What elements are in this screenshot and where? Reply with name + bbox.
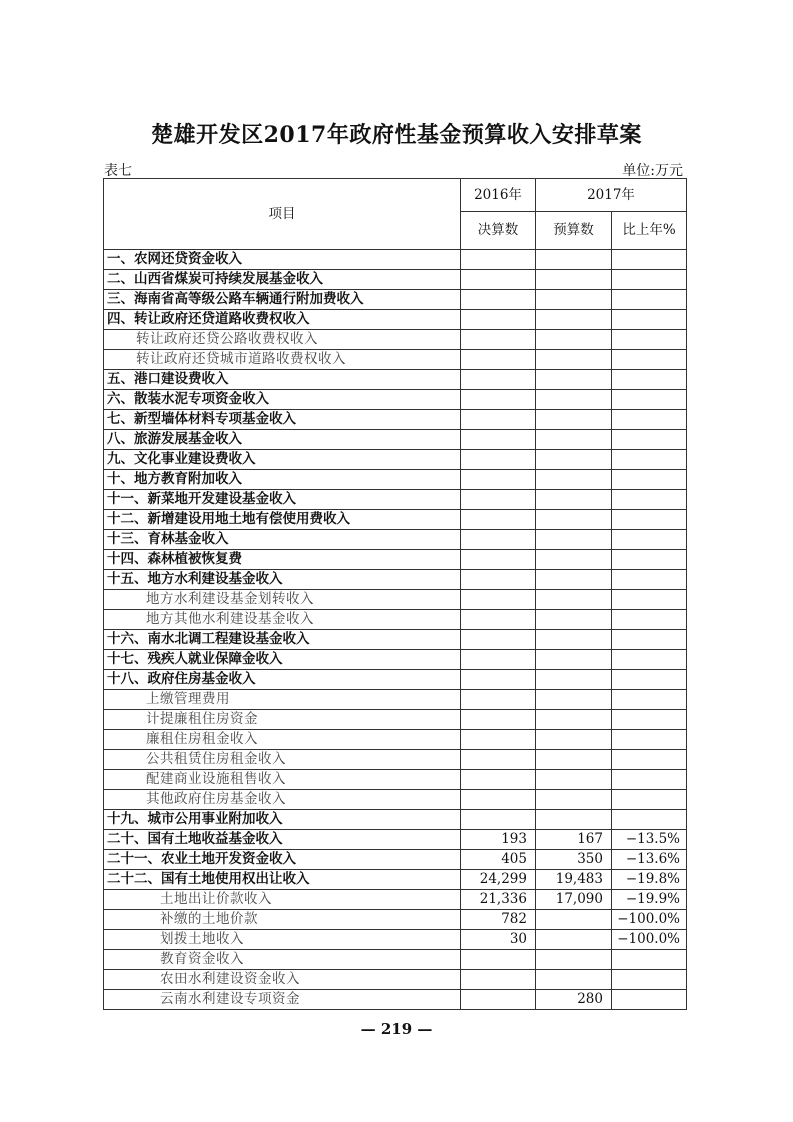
table-row bbox=[104, 710, 687, 730]
header-ratio: 比上年% bbox=[612, 212, 687, 250]
row-label: 九、文化事业建设费收入 bbox=[104, 450, 461, 470]
row-label: 七、新型墙体材料专项基金收入 bbox=[104, 410, 461, 430]
row-budget-2017 bbox=[536, 730, 612, 750]
table-row bbox=[104, 630, 687, 650]
table-row bbox=[104, 790, 687, 810]
table-row bbox=[104, 430, 687, 450]
row-actual-2016: 405 bbox=[461, 850, 536, 870]
row-actual-2016 bbox=[461, 770, 536, 790]
row-actual-2016 bbox=[461, 270, 536, 290]
row-label: 划拨土地收入 bbox=[104, 930, 461, 950]
table-row bbox=[104, 870, 687, 890]
row-ratio bbox=[612, 650, 687, 670]
row-label: 二十一、农业土地开发资金收入 bbox=[104, 850, 461, 870]
row-ratio: −19.8% bbox=[612, 870, 687, 890]
row-label: 十九、城市公用事业附加收入 bbox=[104, 810, 461, 830]
row-budget-2017 bbox=[536, 410, 612, 430]
row-ratio bbox=[612, 370, 687, 390]
row-ratio bbox=[612, 770, 687, 790]
row-label: 十七、残疾人就业保障金收入 bbox=[104, 650, 461, 670]
row-budget-2017 bbox=[536, 570, 612, 590]
table-body bbox=[104, 250, 687, 1010]
table-row bbox=[104, 250, 687, 270]
table-row bbox=[104, 470, 687, 490]
row-budget-2017: 17,090 bbox=[536, 890, 612, 910]
table-row bbox=[104, 390, 687, 410]
table-row bbox=[104, 650, 687, 670]
row-budget-2017 bbox=[536, 490, 612, 510]
table-row bbox=[104, 290, 687, 310]
table-row bbox=[104, 590, 687, 610]
row-budget-2017 bbox=[536, 290, 612, 310]
row-actual-2016: 30 bbox=[461, 930, 536, 950]
row-budget-2017: 350 bbox=[536, 850, 612, 870]
table-row bbox=[104, 890, 687, 910]
row-label: 云南水利建设专项资金 bbox=[104, 990, 461, 1010]
row-actual-2016: 193 bbox=[461, 830, 536, 850]
row-budget-2017 bbox=[536, 310, 612, 330]
table-row bbox=[104, 410, 687, 430]
row-ratio bbox=[612, 990, 687, 1010]
table-row bbox=[104, 450, 687, 470]
row-actual-2016 bbox=[461, 610, 536, 630]
row-budget-2017 bbox=[536, 450, 612, 470]
row-actual-2016 bbox=[461, 590, 536, 610]
row-budget-2017: 167 bbox=[536, 830, 612, 850]
row-actual-2016: 24,299 bbox=[461, 870, 536, 890]
header-budget: 预算数 bbox=[536, 212, 612, 250]
table-row bbox=[104, 350, 687, 370]
row-actual-2016 bbox=[461, 570, 536, 590]
header-2016: 2016年 bbox=[461, 179, 536, 212]
table-row bbox=[104, 690, 687, 710]
row-budget-2017 bbox=[536, 670, 612, 690]
row-budget-2017 bbox=[536, 430, 612, 450]
table-row bbox=[104, 970, 687, 990]
table-row bbox=[104, 910, 687, 930]
row-ratio bbox=[612, 950, 687, 970]
row-ratio bbox=[612, 690, 687, 710]
row-actual-2016 bbox=[461, 970, 536, 990]
row-actual-2016 bbox=[461, 790, 536, 810]
row-label: 十五、地方水利建设基金收入 bbox=[104, 570, 461, 590]
row-ratio bbox=[612, 410, 687, 430]
page-number: — 219 — bbox=[360, 1020, 433, 1038]
row-budget-2017 bbox=[536, 590, 612, 610]
row-budget-2017 bbox=[536, 270, 612, 290]
row-label: 十三、育林基金收入 bbox=[104, 530, 461, 550]
row-label: 十、地方教育附加收入 bbox=[104, 470, 461, 490]
row-ratio bbox=[612, 270, 687, 290]
unit-label: 单位:万元 bbox=[622, 163, 683, 179]
row-actual-2016 bbox=[461, 510, 536, 530]
row-ratio bbox=[612, 290, 687, 310]
row-actual-2016 bbox=[461, 670, 536, 690]
row-actual-2016 bbox=[461, 290, 536, 310]
row-budget-2017 bbox=[536, 470, 612, 490]
row-actual-2016 bbox=[461, 390, 536, 410]
table-row bbox=[104, 490, 687, 510]
row-budget-2017 bbox=[536, 810, 612, 830]
row-ratio bbox=[612, 450, 687, 470]
row-ratio bbox=[612, 490, 687, 510]
table-row bbox=[104, 370, 687, 390]
row-label: 教育资金收入 bbox=[104, 950, 461, 970]
row-actual-2016 bbox=[461, 330, 536, 350]
row-label: 十二、新增建设用地土地有偿使用费收入 bbox=[104, 510, 461, 530]
row-budget-2017 bbox=[536, 910, 612, 930]
row-ratio bbox=[612, 430, 687, 450]
table-row bbox=[104, 730, 687, 750]
row-actual-2016 bbox=[461, 430, 536, 450]
row-actual-2016 bbox=[461, 950, 536, 970]
row-budget-2017 bbox=[536, 790, 612, 810]
table-row bbox=[104, 810, 687, 830]
row-actual-2016 bbox=[461, 250, 536, 270]
row-budget-2017 bbox=[536, 610, 612, 630]
row-ratio bbox=[612, 790, 687, 810]
header-2017: 2017年 bbox=[536, 179, 687, 212]
row-actual-2016 bbox=[461, 550, 536, 570]
row-ratio bbox=[612, 570, 687, 590]
row-ratio: −19.9% bbox=[612, 890, 687, 910]
row-budget-2017 bbox=[536, 970, 612, 990]
row-actual-2016 bbox=[461, 630, 536, 650]
table-row bbox=[104, 510, 687, 530]
row-ratio bbox=[612, 710, 687, 730]
row-ratio bbox=[612, 250, 687, 270]
row-budget-2017 bbox=[536, 950, 612, 970]
table-row bbox=[104, 550, 687, 570]
row-actual-2016 bbox=[461, 710, 536, 730]
table-row bbox=[104, 750, 687, 770]
row-label: 农田水利建设资金收入 bbox=[104, 970, 461, 990]
row-ratio bbox=[612, 330, 687, 350]
row-ratio bbox=[612, 350, 687, 370]
row-ratio bbox=[612, 670, 687, 690]
row-actual-2016 bbox=[461, 370, 536, 390]
row-budget-2017 bbox=[536, 750, 612, 770]
row-ratio bbox=[612, 470, 687, 490]
header-item: 项目 bbox=[104, 179, 461, 250]
table-row bbox=[104, 310, 687, 330]
row-actual-2016 bbox=[461, 990, 536, 1010]
row-budget-2017 bbox=[536, 550, 612, 570]
row-actual-2016 bbox=[461, 730, 536, 750]
row-label: 二十二、国有土地使用权出让收入 bbox=[104, 870, 461, 890]
table-row bbox=[104, 570, 687, 590]
table-row bbox=[104, 670, 687, 690]
row-ratio bbox=[612, 550, 687, 570]
row-budget-2017 bbox=[536, 770, 612, 790]
row-label: 十四、森林植被恢复费 bbox=[104, 550, 461, 570]
row-ratio bbox=[612, 630, 687, 650]
row-budget-2017 bbox=[536, 530, 612, 550]
row-ratio: −100.0% bbox=[612, 910, 687, 930]
row-label: 二十、国有土地收益基金收入 bbox=[104, 830, 461, 850]
header-actual: 决算数 bbox=[461, 212, 536, 250]
row-label: 公共租赁住房租金收入 bbox=[104, 750, 461, 770]
table-row bbox=[104, 950, 687, 970]
row-ratio bbox=[612, 390, 687, 410]
row-actual-2016 bbox=[461, 650, 536, 670]
row-actual-2016 bbox=[461, 810, 536, 830]
row-label: 配建商业设施租售收入 bbox=[104, 770, 461, 790]
row-budget-2017: 280 bbox=[536, 990, 612, 1010]
row-budget-2017 bbox=[536, 330, 612, 350]
row-ratio bbox=[612, 590, 687, 610]
table-tag: 表七 bbox=[104, 163, 132, 179]
row-budget-2017 bbox=[536, 690, 612, 710]
row-label: 其他政府住房基金收入 bbox=[104, 790, 461, 810]
table-row bbox=[104, 610, 687, 630]
row-label: 十六、南水北调工程建设基金收入 bbox=[104, 630, 461, 650]
row-actual-2016 bbox=[461, 410, 536, 430]
row-label: 十一、新菜地开发建设基金收入 bbox=[104, 490, 461, 510]
row-budget-2017 bbox=[536, 630, 612, 650]
row-label: 转让政府还贷城市道路收费权收入 bbox=[104, 350, 461, 370]
row-label: 补缴的土地价款 bbox=[104, 910, 461, 930]
row-actual-2016 bbox=[461, 490, 536, 510]
row-actual-2016 bbox=[461, 450, 536, 470]
row-label: 地方水利建设基金划转收入 bbox=[104, 590, 461, 610]
row-ratio bbox=[612, 510, 687, 530]
row-ratio bbox=[612, 810, 687, 830]
row-ratio: −100.0% bbox=[612, 930, 687, 950]
row-ratio bbox=[612, 970, 687, 990]
table-row bbox=[104, 930, 687, 950]
row-budget-2017 bbox=[536, 710, 612, 730]
table-row bbox=[104, 770, 687, 790]
table-row bbox=[104, 990, 687, 1010]
row-ratio bbox=[612, 310, 687, 330]
row-budget-2017 bbox=[536, 930, 612, 950]
row-ratio bbox=[612, 750, 687, 770]
budget-table bbox=[103, 178, 687, 1010]
table-row bbox=[104, 850, 687, 870]
row-actual-2016 bbox=[461, 470, 536, 490]
row-budget-2017 bbox=[536, 350, 612, 370]
row-label: 六、散装水泥专项资金收入 bbox=[104, 390, 461, 410]
row-budget-2017 bbox=[536, 370, 612, 390]
table-row bbox=[104, 830, 687, 850]
row-actual-2016: 782 bbox=[461, 910, 536, 930]
row-label: 二、山西省煤炭可持续发展基金收入 bbox=[104, 270, 461, 290]
row-budget-2017 bbox=[536, 390, 612, 410]
row-label: 五、港口建设费收入 bbox=[104, 370, 461, 390]
row-label: 八、旅游发展基金收入 bbox=[104, 430, 461, 450]
row-budget-2017 bbox=[536, 650, 612, 670]
row-label: 土地出让价款收入 bbox=[104, 890, 461, 910]
row-label: 计提廉租住房资金 bbox=[104, 710, 461, 730]
row-actual-2016 bbox=[461, 750, 536, 770]
row-label: 上缴管理费用 bbox=[104, 690, 461, 710]
row-label: 四、转让政府还贷道路收费权收入 bbox=[104, 310, 461, 330]
row-label: 地方其他水利建设基金收入 bbox=[104, 610, 461, 630]
row-ratio bbox=[612, 730, 687, 750]
row-label: 十八、政府住房基金收入 bbox=[104, 670, 461, 690]
row-label: 三、海南省高等级公路车辆通行附加费收入 bbox=[104, 290, 461, 310]
row-actual-2016 bbox=[461, 350, 536, 370]
row-label: 一、农网还贷资金收入 bbox=[104, 250, 461, 270]
row-budget-2017 bbox=[536, 510, 612, 530]
table-row bbox=[104, 530, 687, 550]
row-actual-2016 bbox=[461, 690, 536, 710]
row-label: 廉租住房租金收入 bbox=[104, 730, 461, 750]
row-ratio bbox=[612, 530, 687, 550]
row-ratio: −13.5% bbox=[612, 830, 687, 850]
row-ratio: −13.6% bbox=[612, 850, 687, 870]
row-label: 转让政府还贷公路收费权收入 bbox=[104, 330, 461, 350]
row-budget-2017: 19,483 bbox=[536, 870, 612, 890]
page-title: 楚雄开发区2017年政府性基金预算收入安排草案 bbox=[151, 122, 642, 148]
row-ratio bbox=[612, 610, 687, 630]
table-row bbox=[104, 330, 687, 350]
row-budget-2017 bbox=[536, 250, 612, 270]
row-actual-2016: 21,336 bbox=[461, 890, 536, 910]
table-row bbox=[104, 270, 687, 290]
row-actual-2016 bbox=[461, 530, 536, 550]
row-actual-2016 bbox=[461, 310, 536, 330]
